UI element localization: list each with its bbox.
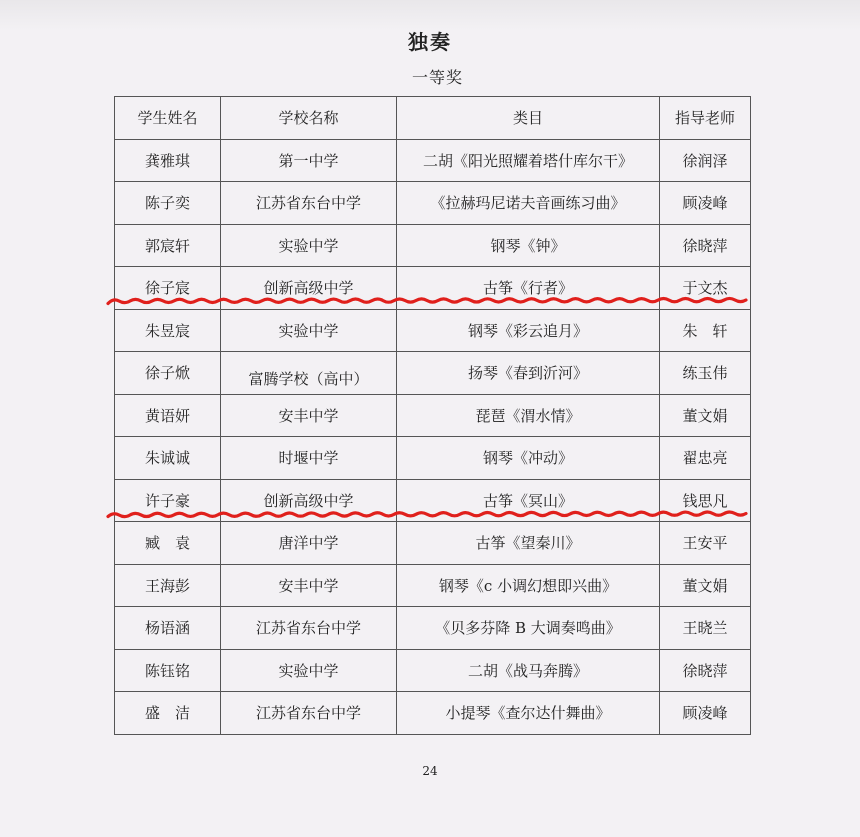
- student-name: 徐子焮: [115, 352, 221, 395]
- wavy-stroke: [108, 298, 746, 303]
- instructor: 徐润泽: [660, 139, 751, 182]
- student-name: 臧 袁: [115, 522, 221, 565]
- school-name: 安丰中学: [221, 394, 397, 437]
- table-row: [115, 649, 751, 692]
- table-row: [115, 692, 751, 735]
- red-wavy-underline-2: [104, 507, 754, 523]
- category: 钢琴《彩云追月》: [397, 309, 660, 352]
- instructor: 董文娟: [660, 564, 751, 607]
- page-title: 独奏: [408, 30, 452, 54]
- header-student-name: 学生姓名: [115, 97, 221, 140]
- instructor: 王安平: [660, 522, 751, 565]
- instructor: 钱思凡: [660, 479, 751, 522]
- instructor: 王晓兰: [660, 607, 751, 650]
- page-number: 24: [422, 764, 438, 778]
- student-name: 龚雅琪: [115, 139, 221, 182]
- table-header-row: [115, 97, 751, 140]
- category: 古筝《冥山》: [397, 479, 660, 522]
- header-school-name: 学校名称: [221, 97, 397, 140]
- school-name: 时堰中学: [221, 437, 397, 480]
- school-name: 实验中学: [221, 649, 397, 692]
- school-name: 江苏省东台中学: [221, 692, 397, 735]
- school-name: 实验中学: [221, 309, 397, 352]
- school-name: 江苏省东台中学: [221, 182, 397, 225]
- table-row: [115, 437, 751, 480]
- category: 钢琴《钟》: [397, 224, 660, 267]
- school-name: 江苏省东台中学: [221, 607, 397, 650]
- award-level-heading: 一等奖: [412, 68, 464, 87]
- student-name: 杨语涵: [115, 607, 221, 650]
- category: 《拉赫玛尼诺夫音画练习曲》: [397, 182, 660, 225]
- instructor: 顾凌峰: [660, 692, 751, 735]
- table-row: [115, 607, 751, 650]
- instructor: 徐晓萍: [660, 649, 751, 692]
- instructor: 于文杰: [660, 267, 751, 310]
- table-row: [115, 394, 751, 437]
- instructor: 翟忠亮: [660, 437, 751, 480]
- category: 钢琴《c 小调幻想即兴曲》: [397, 564, 660, 607]
- instructor: 董文娟: [660, 394, 751, 437]
- school-name: 第一中学: [221, 139, 397, 182]
- table-row: [115, 522, 751, 565]
- student-name: 陈钰铭: [115, 649, 221, 692]
- student-name: 陈子奕: [115, 182, 221, 225]
- category: 二胡《阳光照耀着塔什库尔干》: [397, 139, 660, 182]
- table-row: [115, 564, 751, 607]
- category: 钢琴《冲动》: [397, 437, 660, 480]
- student-name: 盛 洁: [115, 692, 221, 735]
- instructor: 顾凌峰: [660, 182, 751, 225]
- student-name: 朱昱宸: [115, 309, 221, 352]
- category: 古筝《望秦川》: [397, 522, 660, 565]
- table-row: [115, 309, 751, 352]
- category: 琵琶《渭水情》: [397, 394, 660, 437]
- school-name: 创新高级中学: [221, 479, 397, 522]
- category: 《贝多芬降 B 大调奏鸣曲》: [397, 607, 660, 650]
- instructor: 朱 轩: [660, 309, 751, 352]
- table-row: [115, 182, 751, 225]
- student-name: 王海彭: [115, 564, 221, 607]
- wavy-stroke: [108, 512, 746, 517]
- header-instructor: 指导老师: [660, 97, 751, 140]
- category: 小提琴《查尔达什舞曲》: [397, 692, 660, 735]
- table-row: [115, 224, 751, 267]
- school-name: 创新高级中学: [221, 267, 397, 310]
- school-name: 唐洋中学: [221, 522, 397, 565]
- school-name: [221, 352, 397, 395]
- red-wavy-underline-1: [104, 293, 754, 309]
- category: 扬琴《春到沂河》: [397, 352, 660, 395]
- table-row: [115, 139, 751, 182]
- school-name-text: 富腾学校（高中）: [248, 370, 369, 389]
- category: 古筝《行者》: [397, 267, 660, 310]
- awards-table: [114, 96, 751, 735]
- school-name: 实验中学: [221, 224, 397, 267]
- student-name: 许子豪: [115, 479, 221, 522]
- category: 二胡《战马奔腾》: [397, 649, 660, 692]
- header-category: 类目: [397, 97, 660, 140]
- student-name: 郭宸轩: [115, 224, 221, 267]
- table-row: [115, 352, 751, 395]
- instructor: 练玉伟: [660, 352, 751, 395]
- school-name: 安丰中学: [221, 564, 397, 607]
- student-name: 徐子宸: [115, 267, 221, 310]
- instructor: 徐晓萍: [660, 224, 751, 267]
- student-name: 黄语妍: [115, 394, 221, 437]
- student-name: 朱诚诚: [115, 437, 221, 480]
